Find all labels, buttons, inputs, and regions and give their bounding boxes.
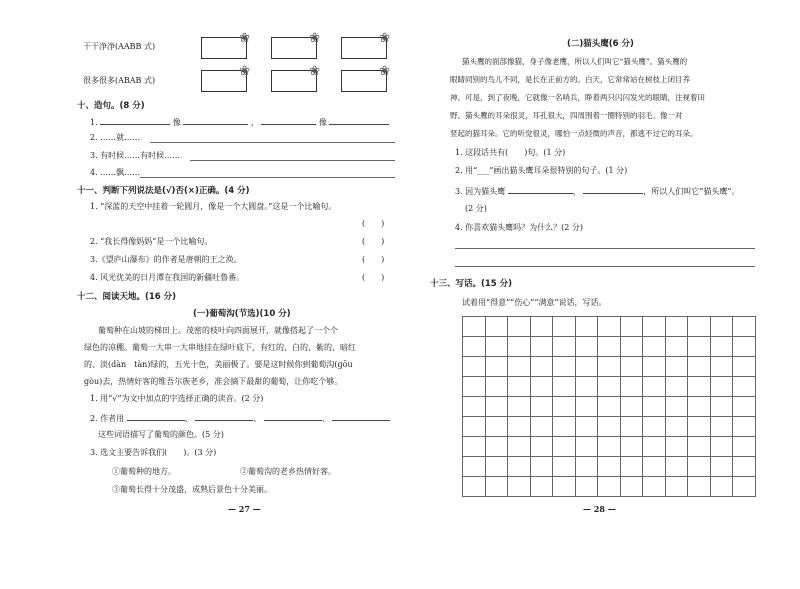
q12-sub-1: 1. 用“√”为文中加点的字选择正确的读音。(2 分) bbox=[90, 394, 264, 403]
grid-cell[interactable] bbox=[530, 417, 553, 437]
r-question-3 bbox=[455, 184, 739, 197]
flower-icon: ❀ bbox=[379, 31, 390, 46]
q12-title: 十二、阅读天地。(16 分) bbox=[77, 292, 177, 302]
grid-cell[interactable] bbox=[710, 457, 733, 477]
grid-cell[interactable] bbox=[643, 437, 666, 457]
grid-cell[interactable] bbox=[530, 317, 553, 337]
q12-sub-2-text: 2. 作者用 bbox=[90, 414, 125, 423]
grid-cell[interactable] bbox=[598, 477, 621, 497]
answer-line[interactable] bbox=[140, 177, 395, 178]
grid-cell[interactable] bbox=[485, 317, 508, 337]
grid-cell[interactable] bbox=[553, 437, 576, 457]
grid-cell[interactable] bbox=[643, 337, 666, 357]
grid-cell[interactable] bbox=[620, 457, 643, 477]
grid-cell[interactable] bbox=[463, 377, 486, 397]
grid-cell[interactable] bbox=[733, 337, 756, 357]
q12-sub-3: 3. 选文主要告诉我们( )。(3 分) bbox=[90, 448, 217, 457]
grid-cell[interactable] bbox=[688, 417, 711, 437]
answer-box[interactable] bbox=[201, 64, 250, 92]
passage1-title: (一)葡萄沟(节选)(10 分) bbox=[193, 309, 291, 319]
grid-cell[interactable] bbox=[620, 317, 643, 337]
grid-cell[interactable] bbox=[665, 377, 688, 397]
grid-cell[interactable] bbox=[598, 337, 621, 357]
grid-cell[interactable] bbox=[553, 417, 576, 437]
grid-cell[interactable] bbox=[643, 357, 666, 377]
answer-box[interactable] bbox=[341, 64, 390, 92]
q10-prompt: 3. 有时候……有时候…… bbox=[90, 151, 181, 160]
fill-line[interactable] bbox=[127, 411, 185, 421]
q11-item-4: 4. 风光优美的日月潭在我国的新疆吐鲁番。 bbox=[90, 273, 245, 282]
r3-text-end: ，所以人们叫它“猫头鹰”。 bbox=[643, 187, 740, 196]
grid-row bbox=[463, 357, 756, 377]
grid-cell[interactable] bbox=[485, 357, 508, 377]
grid-cell[interactable] bbox=[575, 317, 598, 337]
grid-cell[interactable] bbox=[710, 337, 733, 357]
grid-cell[interactable] bbox=[710, 397, 733, 417]
grid-cell[interactable] bbox=[688, 337, 711, 357]
answer-paren[interactable]: ( ) bbox=[362, 219, 385, 228]
q10-num: 1. bbox=[90, 118, 98, 127]
flower-icon: ❀ bbox=[379, 64, 390, 79]
grid-cell[interactable] bbox=[598, 457, 621, 477]
grid-cell[interactable] bbox=[485, 377, 508, 397]
passage1-line: 葡萄种在山坡的梯田上。茂密的枝叶向四面展开，就像搭起了一个个 bbox=[98, 326, 338, 335]
fill-line[interactable] bbox=[583, 184, 643, 194]
grid-cell[interactable] bbox=[688, 357, 711, 377]
answer-line[interactable] bbox=[190, 160, 395, 161]
grid-cell[interactable] bbox=[508, 397, 531, 417]
grid-cell[interactable] bbox=[575, 477, 598, 497]
grid-cell[interactable] bbox=[710, 377, 733, 397]
writing-grid[interactable] bbox=[462, 316, 756, 497]
grid-cell[interactable] bbox=[530, 477, 553, 497]
grid-cell[interactable] bbox=[575, 337, 598, 357]
q10-line-1 bbox=[90, 115, 389, 128]
grid-cell[interactable] bbox=[733, 317, 756, 337]
q10-line-2 bbox=[90, 132, 140, 143]
grid-cell[interactable] bbox=[643, 477, 666, 497]
grid-cell[interactable] bbox=[665, 417, 688, 437]
answer-box[interactable] bbox=[271, 31, 320, 59]
grid-cell[interactable] bbox=[575, 397, 598, 417]
grid-cell[interactable] bbox=[508, 317, 531, 337]
flower-icon: ❀ bbox=[309, 31, 320, 46]
grid-cell[interactable] bbox=[530, 397, 553, 417]
grid-cell[interactable] bbox=[530, 437, 553, 457]
r3-text: 3. 因为猫头鹰 bbox=[455, 187, 506, 196]
answer-box[interactable] bbox=[201, 31, 250, 59]
grid-cell[interactable] bbox=[463, 317, 486, 337]
answer-paren[interactable]: ( ) bbox=[362, 255, 385, 264]
grid-cell[interactable] bbox=[530, 457, 553, 477]
grid-cell[interactable] bbox=[485, 477, 508, 497]
grid-cell[interactable] bbox=[575, 437, 598, 457]
q11-title: 十一、判断下列说法是(√)否(×)正确。(4 分) bbox=[77, 186, 250, 196]
grid-cell[interactable] bbox=[643, 377, 666, 397]
grid-cell[interactable] bbox=[665, 397, 688, 417]
grid-row bbox=[463, 337, 756, 357]
q10-word: 像 bbox=[172, 118, 181, 127]
q11-item-1: 1. “深蓝的天空中挂着一轮圆月，像是一个大圆盘。”这是一个比喻句。 bbox=[90, 202, 337, 211]
fill-line[interactable] bbox=[508, 184, 573, 194]
q10-word: 像 bbox=[318, 118, 327, 127]
grid-cell[interactable] bbox=[553, 477, 576, 497]
grid-cell[interactable] bbox=[665, 337, 688, 357]
grid-cell[interactable] bbox=[553, 457, 576, 477]
grid-cell[interactable] bbox=[688, 477, 711, 497]
answer-paren[interactable]: ( ) bbox=[362, 237, 385, 246]
grid-cell[interactable] bbox=[620, 437, 643, 457]
grid-cell[interactable] bbox=[643, 417, 666, 437]
grid-cell[interactable] bbox=[553, 397, 576, 417]
grid-cell[interactable] bbox=[508, 417, 531, 437]
grid-cell[interactable] bbox=[665, 357, 688, 377]
grid-cell[interactable] bbox=[688, 457, 711, 477]
word-row-1-label: 干干净净(AABB 式) bbox=[83, 42, 156, 51]
grid-cell[interactable] bbox=[620, 477, 643, 497]
grid-cell[interactable] bbox=[508, 377, 531, 397]
grid-cell[interactable] bbox=[620, 357, 643, 377]
grid-cell[interactable] bbox=[733, 477, 756, 497]
grid-cell[interactable] bbox=[643, 317, 666, 337]
grid-cell[interactable] bbox=[665, 477, 688, 497]
q10-line-4 bbox=[90, 167, 140, 178]
grid-cell[interactable] bbox=[575, 377, 598, 397]
grid-cell[interactable] bbox=[508, 457, 531, 477]
grid-cell[interactable] bbox=[508, 477, 531, 497]
answer-box[interactable] bbox=[341, 31, 390, 59]
q11-item-3: 3.《望庐山瀑布》的作者是唐朝的王之涣。 bbox=[90, 255, 242, 264]
grid-cell[interactable] bbox=[553, 377, 576, 397]
fill-line[interactable] bbox=[332, 411, 390, 421]
page-number: — 28 — bbox=[583, 504, 616, 514]
grid-cell[interactable] bbox=[575, 417, 598, 437]
grid-cell[interactable] bbox=[710, 317, 733, 337]
grid-cell[interactable] bbox=[733, 377, 756, 397]
passage1-line: gòu)去，热情好客的维吾尔族老乡，准会摘下最甜的葡萄，让你吃个够。 bbox=[84, 377, 343, 386]
fill-line[interactable] bbox=[183, 115, 248, 125]
grid-cell[interactable] bbox=[553, 317, 576, 337]
grid-cell[interactable] bbox=[530, 357, 553, 377]
grid-cell[interactable] bbox=[620, 417, 643, 437]
fill-line[interactable] bbox=[264, 411, 322, 421]
grid-cell[interactable] bbox=[643, 457, 666, 477]
passage2-line: 竖起的猫耳朵。它的听觉很灵，哪怕一点轻微的声音，都逃不过它的耳朵。 bbox=[450, 129, 698, 138]
grid-row bbox=[463, 377, 756, 397]
q12-sub-2b: 这些词语描写了葡萄的颜色。(5 分) bbox=[98, 430, 224, 439]
grid-cell[interactable] bbox=[463, 457, 486, 477]
grid-row bbox=[463, 437, 756, 457]
grid-cell[interactable] bbox=[643, 397, 666, 417]
passage2-line: 野。猫头鹰的耳朵很灵，耳孔很大，四周围着一圈特别的羽毛。像一对 bbox=[450, 111, 683, 120]
grid-cell[interactable] bbox=[485, 457, 508, 477]
grid-cell[interactable] bbox=[665, 457, 688, 477]
grid-cell[interactable] bbox=[710, 477, 733, 497]
q10-sep: ， bbox=[250, 118, 259, 127]
grid-cell[interactable] bbox=[710, 437, 733, 457]
answer-line[interactable] bbox=[150, 142, 395, 143]
grid-cell[interactable] bbox=[733, 397, 756, 417]
q13-title: 十三、写话。(15 分) bbox=[430, 279, 513, 289]
grid-cell[interactable] bbox=[688, 437, 711, 457]
grid-cell[interactable] bbox=[688, 377, 711, 397]
passage2-title: (二)猫头鹰(6 分) bbox=[567, 39, 634, 49]
passage1-line: 绿色的凉棚。葡萄一大串一大串地挂在绿叶底下，有红的、白的、紫的、暗红 bbox=[84, 343, 356, 352]
grid-cell[interactable] bbox=[530, 337, 553, 357]
flower-icon: ❀ bbox=[239, 31, 250, 46]
r-question-2: 2. 用“___”画出猫头鹰耳朵很特别的句子。(1 分) bbox=[455, 166, 628, 175]
grid-cell[interactable] bbox=[530, 377, 553, 397]
passage1-line: 的、淡(dàn tàn)绿的，五光十色，美丽极了。要是这时候你到葡萄沟(gōu bbox=[84, 360, 353, 369]
grid-cell[interactable] bbox=[485, 437, 508, 457]
grid-cell[interactable] bbox=[508, 337, 531, 357]
right-page bbox=[400, 0, 800, 589]
fill-line[interactable] bbox=[195, 411, 253, 421]
option-c[interactable]: ③葡萄长得十分茂盛，成熟后景色十分美丽。 bbox=[112, 485, 272, 494]
q11-item-2: 2. “我长得像妈妈”是一个比喻句。 bbox=[90, 237, 213, 246]
grid-cell[interactable] bbox=[598, 417, 621, 437]
q10-line-3 bbox=[90, 150, 180, 161]
q10-title: 十、造句。(8 分) bbox=[77, 101, 145, 111]
grid-row bbox=[463, 317, 756, 337]
grid-cell[interactable] bbox=[485, 337, 508, 357]
passage2-line: 眼睛同别的鸟儿不同，是长在正前方的。白天，它常常站在树枝上闭目养 bbox=[450, 75, 690, 84]
grid-row bbox=[463, 397, 756, 417]
flower-icon: ❀ bbox=[239, 64, 250, 79]
grid-cell[interactable] bbox=[688, 317, 711, 337]
grid-cell[interactable] bbox=[688, 397, 711, 417]
grid-cell[interactable] bbox=[598, 377, 621, 397]
grid-cell[interactable] bbox=[485, 417, 508, 437]
answer-box[interactable] bbox=[271, 64, 320, 92]
grid-cell[interactable] bbox=[485, 397, 508, 417]
word-row-2-label: 很多很多(ABAB 式) bbox=[83, 76, 156, 85]
q13-prompt: 试着用“得意”“伤心”“满意”说话，写话。 bbox=[462, 298, 607, 307]
grid-cell[interactable] bbox=[463, 337, 486, 357]
grid-cell[interactable] bbox=[620, 397, 643, 417]
answer-paren[interactable]: ( ) bbox=[362, 273, 385, 282]
answer-line[interactable] bbox=[455, 248, 755, 249]
grid-cell[interactable] bbox=[620, 377, 643, 397]
q10-prompt: 4. ……飘…… bbox=[90, 168, 141, 177]
passage2-line: 猫头鹰的面部像猫，身子像老鹰，所以人们叫它“猫头鹰”。猫头鹰的 bbox=[462, 57, 688, 66]
r-question-1: 1. 这段话共有( )句。(1 分) bbox=[455, 148, 566, 157]
grid-cell[interactable] bbox=[553, 357, 576, 377]
grid-cell[interactable] bbox=[733, 437, 756, 457]
grid-cell[interactable] bbox=[463, 417, 486, 437]
grid-cell[interactable] bbox=[598, 317, 621, 337]
grid-row bbox=[463, 477, 756, 497]
fill-line[interactable] bbox=[100, 115, 170, 125]
grid-cell[interactable] bbox=[463, 357, 486, 377]
grid-cell[interactable] bbox=[710, 417, 733, 437]
grid-cell[interactable] bbox=[508, 437, 531, 457]
grid-cell[interactable] bbox=[620, 337, 643, 357]
grid-cell[interactable] bbox=[508, 357, 531, 377]
grid-cell[interactable] bbox=[575, 457, 598, 477]
grid-row bbox=[463, 417, 756, 437]
grid-cell[interactable] bbox=[463, 437, 486, 457]
fill-line[interactable] bbox=[261, 115, 316, 125]
grid-cell[interactable] bbox=[553, 337, 576, 357]
answer-line[interactable] bbox=[455, 266, 755, 267]
grid-cell[interactable] bbox=[665, 437, 688, 457]
grid-cell[interactable] bbox=[733, 457, 756, 477]
grid-cell[interactable] bbox=[463, 477, 486, 497]
q10-prompt: 2. ……就…… bbox=[90, 133, 141, 142]
q12-sub-2: 2. 作者用 、 、 、 bbox=[90, 411, 390, 424]
grid-row bbox=[463, 457, 756, 477]
grid-cell[interactable] bbox=[575, 357, 598, 377]
grid-cell[interactable] bbox=[733, 357, 756, 377]
option-a[interactable]: ①葡萄种的地方。 bbox=[112, 467, 176, 476]
page-number: — 27 — bbox=[228, 504, 261, 514]
r-question-3-score: (2 分) bbox=[465, 204, 487, 213]
grid-cell[interactable] bbox=[733, 417, 756, 437]
grid-cell[interactable] bbox=[463, 397, 486, 417]
flower-icon: ❀ bbox=[309, 64, 320, 79]
r-question-4: 4. 你喜欢猫头鹰吗？为什么？(2 分) bbox=[455, 223, 584, 232]
grid-cell[interactable] bbox=[598, 357, 621, 377]
passage2-line: 神。可是，到了夜晚，它就像一名哨兵，睁着两只闪闪发光的眼睛，注视着田 bbox=[450, 93, 705, 102]
grid-cell[interactable] bbox=[665, 317, 688, 337]
grid-cell[interactable] bbox=[598, 437, 621, 457]
option-b[interactable]: ②葡萄沟的老乡热情好客。 bbox=[240, 467, 336, 476]
r3-sep: ， bbox=[572, 187, 581, 196]
grid-cell[interactable] bbox=[710, 357, 733, 377]
fill-line[interactable] bbox=[329, 115, 389, 125]
grid-cell[interactable] bbox=[598, 397, 621, 417]
